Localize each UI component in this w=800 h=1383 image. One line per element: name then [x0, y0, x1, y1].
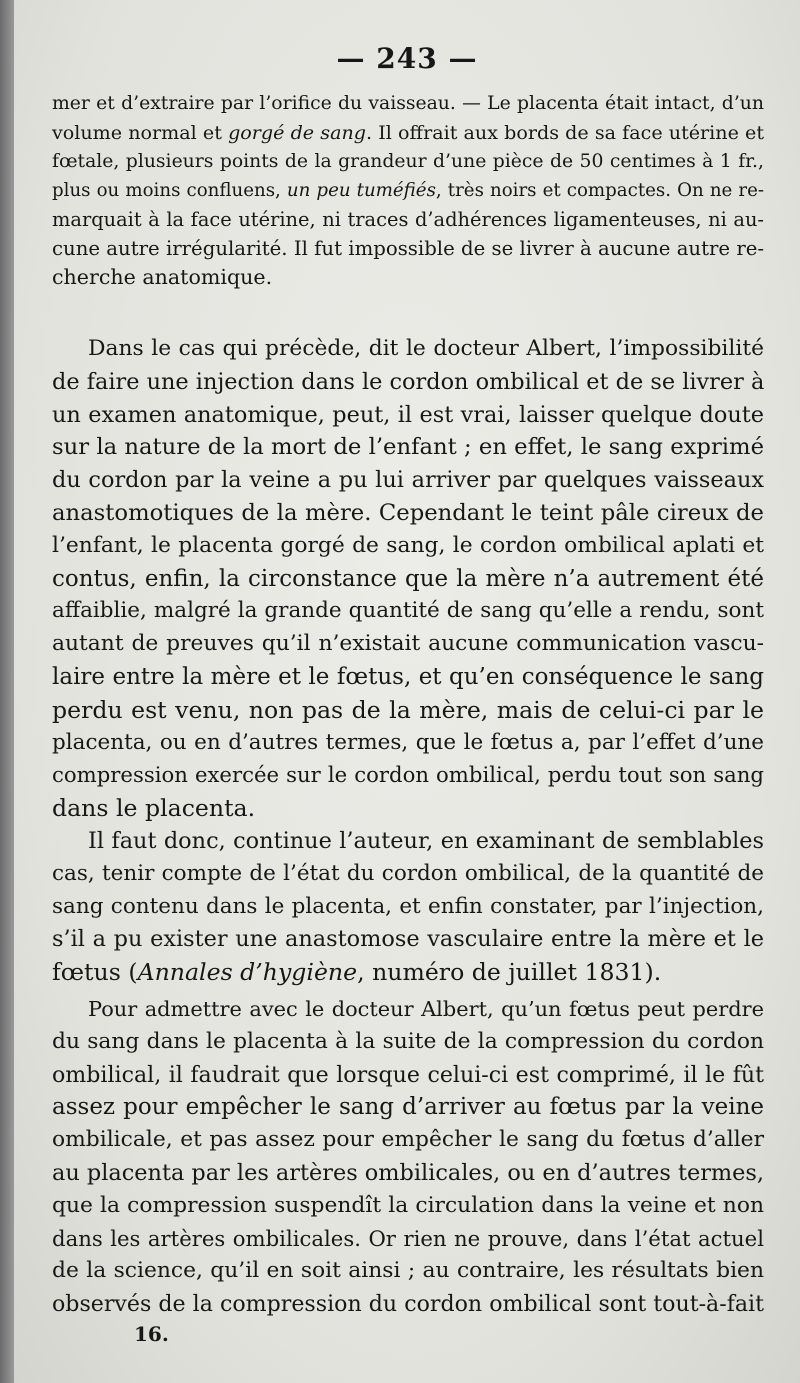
text-line: du cordon par la veine a pu lui arriver par quelques vaisseaux: [52, 467, 764, 494]
text-line: de la science, qu’il en soit ainsi ; au contraire, les résultats bien: [52, 1258, 764, 1284]
text-line: Dans le cas qui précède, dit le docteur Albert, l’impossibilité: [88, 336, 764, 361]
printer-signature-mark: 16.: [134, 1322, 169, 1346]
page-number: — 243 —: [336, 42, 478, 75]
text-line: affaiblie, malgré la grande quantité de sang qu’elle a rendu, sont: [52, 598, 764, 624]
text-line: dans les artères ombilicales. Or rien ne prouve, dans l’état actuel: [52, 1225, 764, 1251]
text-line: du sang dans le placenta à la suite de la compression du cordon: [52, 1028, 764, 1054]
emphasis: un peu tuméfiés: [286, 180, 436, 201]
text-line: perdu est venu, non pas de la mère, mais de celui-ci par le: [52, 695, 764, 724]
text-line: sur la nature de la mort de l’enfant ; en effet, le sang exprimé: [52, 434, 764, 461]
book-spine-edge: [0, 0, 14, 1383]
text-line: cune autre irrégularité. Il fut impossible de se livrer à aucune autre re-: [52, 237, 765, 260]
text-line: laire entre la mère et le fœtus, et qu’en conséquence le sang: [52, 663, 764, 690]
paragraph-case-report: [52, 89, 764, 292]
text-line: placenta, ou en d’autres termes, que le fœtus a, par l’effet d’une: [52, 729, 764, 755]
text-line: au placenta par les artères ombilicales, ou en d’autres termes,: [52, 1159, 764, 1186]
text-line: mer et d’extraire par l’orifice du vaisseau. — Le placenta était intact, d’un: [52, 93, 764, 114]
text-line: autant de preuves qu’il n’existait aucune communication vascu-: [52, 631, 764, 657]
text-line: contus, enfin, la circonstance que la mère n’a autrement été: [52, 565, 764, 592]
text-line: plus ou moins confluens, un peu tuméfiés, très noirs et compactes. On ne re-: [52, 180, 765, 201]
text-line: compression exercée sur le cordon ombilical, perdu tout son sang: [52, 762, 764, 788]
text-line: cherche anatomique.: [52, 265, 273, 289]
text-line: sang contenu dans le placenta, et enfin constater, par l’injection,: [52, 893, 764, 919]
text-line: fœtus (Annales d’hygiène, numéro de juillet 1831).: [52, 958, 662, 987]
text-line: marquait à la face utérine, ni traces d’adhérences ligamenteuses, ni au-: [52, 208, 764, 231]
text-line: cas, tenir compte de l’état du cordon ombilical, de la quantité de: [52, 860, 764, 886]
text-line: un examen anatomique, peut, il est vrai, laisser quelque doute: [52, 401, 764, 428]
text-line: de faire une injection dans le cordon ombilical et de se livrer à: [52, 368, 765, 395]
paragraph-argument: [52, 993, 764, 1321]
text-line: ombilical, il faudrait que lorsque celui-ci est comprimé, il le fût: [52, 1061, 764, 1088]
text-line: fœtale, plusieurs points de la grandeur d’une pièce de 50 centimes à 1 fr.,: [52, 151, 764, 172]
citation-title: Annales d’hygiène: [137, 958, 358, 987]
text-line: observés de la compression du cordon ombilical sont tout-à-fait: [52, 1291, 764, 1318]
paragraph-author-conclusion: [52, 825, 764, 989]
text-line: anastomotiques de la mère. Cependant le teint pâle cireux de: [52, 499, 764, 526]
book-page: [14, 0, 800, 1383]
emphasis: gorgé de sang: [228, 121, 366, 144]
text-line: dans le placenta.: [52, 794, 256, 823]
text-line: s’il a pu exister une anastomose vasculaire entre la mère et le: [52, 926, 764, 953]
text-line: Il faut donc, continue l’auteur, en examinant de semblables: [88, 828, 764, 854]
text-line: assez pour empêcher le sang d’arriver au fœtus par la veine: [52, 1094, 764, 1121]
text-line: ombilicale, et pas assez pour empêcher le sang du fœtus d’aller: [52, 1127, 764, 1153]
paragraph-albert-analysis: [52, 333, 764, 825]
text-line: Pour admettre avec le docteur Albert, qu’un fœtus peut perdre: [88, 997, 764, 1021]
text-line: l’enfant, le placenta gorgé de sang, le cordon ombilical aplati et: [52, 532, 764, 558]
text-line: que la compression suspendît la circulation dans la veine et non: [52, 1192, 764, 1218]
text-line: volume normal et gorgé de sang. Il offrait aux bords de sa face utérine et: [52, 121, 765, 144]
